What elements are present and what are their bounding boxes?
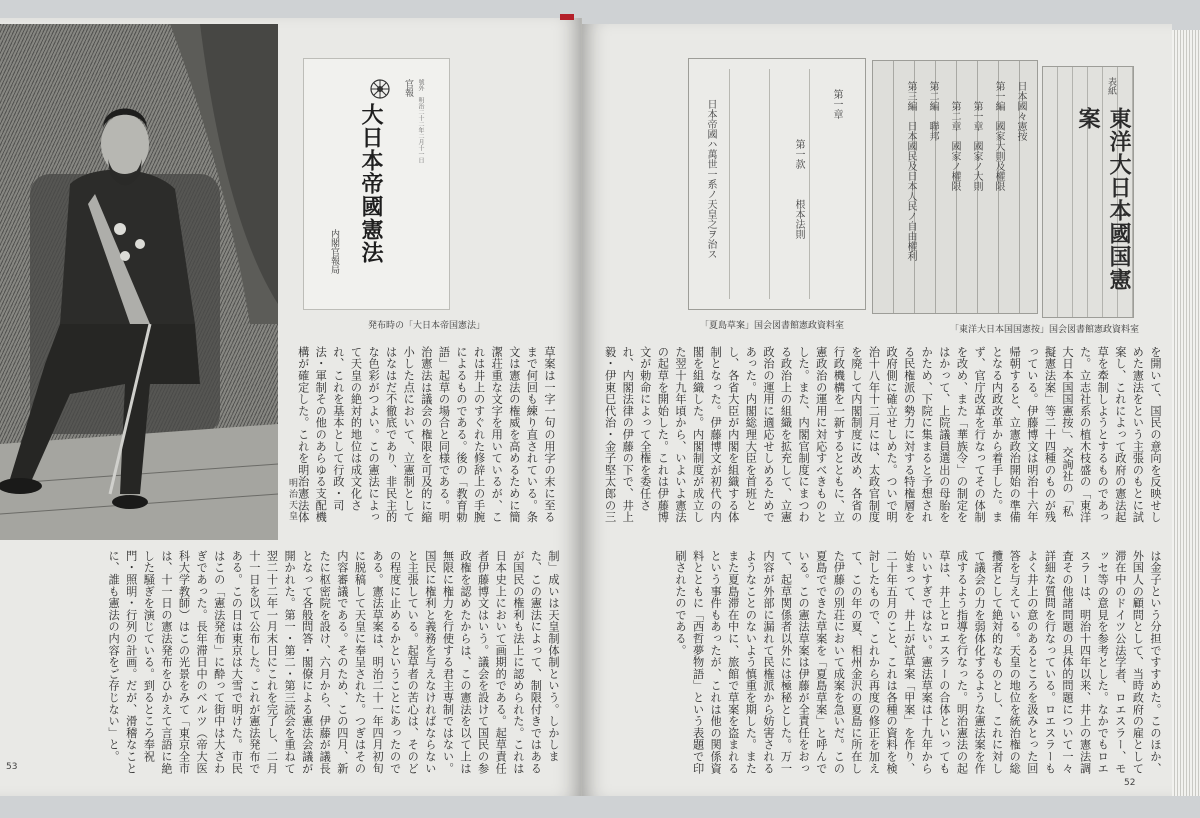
engraving-figure [0, 24, 278, 540]
manuscript-text: 日本帝國ハ萬世一系ノ天皇之ヲ治ス [705, 99, 716, 259]
chrysanthemum-icon [370, 79, 390, 99]
left-lower-text: 制」成いは天皇制体制という。しかしまた、この憲法によって、制限付きではあるが国民の権利も法上に認められた。これは日本史上において画期的である。起草責任者伊藤博文はいう。議会を設けて国民の参政権を認めたからは、この憲法を以て上は無限に権力を行使する君主専制ではない。国民に権利と義務を与えなければならないと主張している。起草者の苦心は、そのどの程度に止めるかということにあったのである。憲法草案は、明治二十一年四月初旬に脱稿して天皇に奉呈された。つぎはその内容審議である。そのため、この四月、新たに枢密院を設け、六月から、伊藤が議長となって各般問答・閣僚による憲法会議が開かれた。第一・第二・第三読会を重ねて翌二十二年一月末日にこれを完了し、二月十一日を以て公布した。これが憲法発布である。この日は東京は大雪で明けた。市民はこの「憲法発布」に酔って街中は大さわぎであった。長年滞日中のベルツ（帝大医科大学教師）はこの光景をみて「東京全市は、十一日の憲法発布をひかえて言語に絶した騒ぎを演じている。到るところ奉祝門・照明・行列の計画。だが、滑稽なことに、誰も憲法の内容をご存じない」と。 [107, 550, 560, 775]
natsushima-draft-image [688, 58, 866, 310]
gazette-label: 官報 [403, 79, 413, 97]
natsushima-caption: 「夏島草案」国会図書館憲政資料室 [700, 321, 845, 331]
manuscript-text: 第一編 國家大則及權限 [993, 81, 1004, 191]
emperor-engraving [0, 24, 278, 540]
toyo-draft-image [1042, 66, 1134, 318]
gazette-publisher: 内閣官報局 [329, 229, 339, 274]
illustration-caption: 明治天皇 [287, 478, 297, 522]
left-page-number: 53 [6, 762, 18, 772]
manuscript-text: 根本法則 [793, 199, 804, 239]
manuscript-text: 第一章 國家ノ大則 [971, 101, 982, 191]
draft-constitution-image [872, 60, 1038, 314]
page-edges [1172, 30, 1200, 796]
manuscript-title: 東洋大日本國国憲案 [1075, 107, 1132, 291]
manuscript-text: 表紙 [1106, 77, 1116, 95]
manuscript-text: 第二章 國家ノ權限 [949, 101, 960, 191]
gazette-title: 大日本帝國憲法 [358, 103, 384, 264]
right-lower-text: は金子という分担ですすめた。このほか、外国人の顧問として、当時政府の雇として滞在中のドイツ公法学者、ロエスラー、モッセ等の意見を参考とした。なかでもロエスラーは、明治十四年以来、井上の憲法調査その他諸問題の具体的問題について一々詳細な質問を行なっている。ロエスラーもよく井上の意のあるところを汲みとった回答を与えている。天皇の地位を統治権の総攬者として絶対的なものとし、これに対して議会の力を弱体化するような憲法案を作成するよう指導を行なった。明治憲法の起草は、井上とロエスラーの合体といってもいいすぎではない。憲法草案は十九年から始まって、井上が試草案「甲案」を作り、二十年五月のこと、これは各種の資料を検討したもので、これから再度の修正を加えて、この年の夏、相州金沢の夏島に所在した伊藤の別荘において成案を急いだ。この夏島でできた草案を「夏島草案」と呼んでいる。この憲法草案は伊藤が全責任をおって、起草関係者以外には極秘とした。万一内容が外部に漏れて民権派から妨害されるようなことのないよう慎重を期した。またまた夏島滞在中に、旅館で草案を盗まれるという事件もあったが、これは他の関係資料とともに「西哲夢物語」という表題で印刷されたのである。 [673, 550, 1162, 775]
gazette-caption: 発布時の「大日本帝国憲法」 [368, 321, 486, 331]
gazette-sub-label: 號外 明治二十二年二月十一日 [417, 79, 424, 163]
right-page-number: 52 [1124, 778, 1136, 788]
left-upper-text: 草案は一字一句の用字の末に至るまで何回も練り直されている。条文は憲法の権威を高めるために簡潔荘重な文字を用いているが、これは井上のすぐれた修辞上の手腕によるものである。後の「教育勅語」起草の場合と同様である。明治憲法は議会の権限を可及的に縮小した点において、立憲制としてはなはだ不徹底であり、非民主的な色彩がつよい。この憲法によって天皇の絶対的地位は成文化され、これを基本として行政・司法・軍制その他のあらゆる支配機構が確定した。これを明治憲法体 [296, 346, 556, 523]
spine-ribbon [560, 14, 574, 20]
right-upper-text: を開いて、国民の意向を反映せしめた憲法をという主張のもとに試案し、これによって政府の憲法起草を牽制しようとするものであった。立志社系の植木枝盛の「東洋大日本国国憲按」、交詢社の「私擬憲法案」等二十四種のものが残っている。伊藤博文は明治十六年帰朝すると、立憲政治開始の準備となる内政改革から着手した。まず、官庁改革を行なってその体制を改め、また「華族令」の制定をはかって、上院議員選出の母胎をかため、下院に集まると予想される民権派の勢力に対する特権層を政府側に確立せしめた。ついで明治十八年十二月には、太政官制度を廃して内閣制度に改め、各省の行政機構を一新するとともに、立憲政治の運用に対応すべきものとした。また、内閣官制度にまつわる政治上の組織を拡充して、立憲政治の運用に適応せしめるためであった。内閣総理大臣を首班とし、各省大臣が内閣を組織する体制となった。伊藤博文が初代の内閣を組織した。内閣制度が成立した翌十九年頃から、いよいよ憲法の起草を開始した。これは伊藤博文が勅命によって全権を委任され、内閣法律の伊藤の下で、井上毅・伊東巳代治・金子堅太郎の三 [604, 346, 1162, 523]
toyo-caption: 「東洋大日本国国憲按」国会図書館憲政資料室 [950, 325, 1140, 335]
manuscript-text: 第一款 [793, 139, 804, 169]
manuscript-text: 第三編 日本國民及日本人民ノ自由權利 [905, 81, 916, 261]
manuscript-text: 第一章 [831, 89, 842, 119]
manuscript-text: 日本國々憲按 [1015, 81, 1026, 141]
manuscript-text: 第二編 聯邦 [927, 81, 938, 141]
gazette-cover [303, 58, 450, 310]
